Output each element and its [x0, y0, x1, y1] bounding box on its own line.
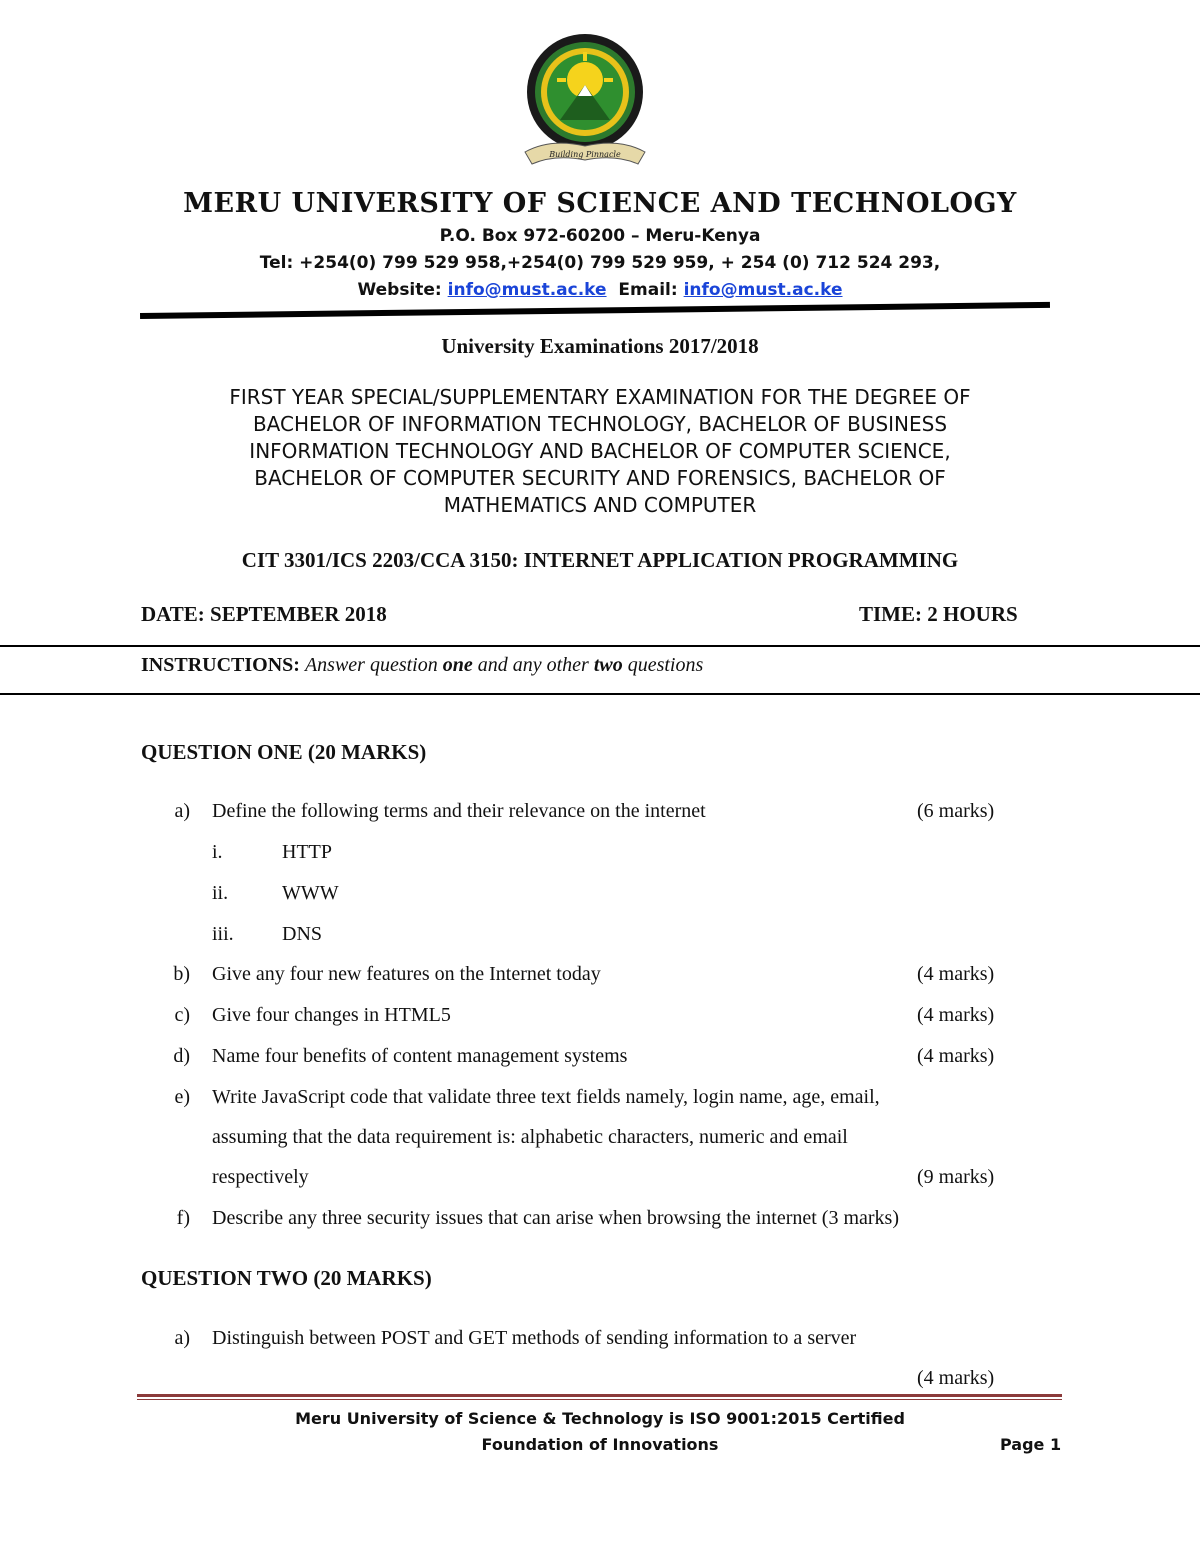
exam-title-line: BACHELOR OF COMPUTER SECURITY AND FORENSICS, BACHELOR OF: [254, 466, 946, 490]
q1e-text-line1: Write JavaScript code that validate three text fields namely, login name, age, email,: [212, 1086, 880, 1108]
q1b-text: Give any four new features on the Internet today: [212, 963, 601, 985]
q1e-marks: (9 marks): [917, 1166, 995, 1188]
q1d-marks: (4 marks): [917, 1045, 995, 1067]
q1c-label: c): [174, 1004, 190, 1026]
instructions-two: two: [593, 654, 623, 676]
university-name: MERU UNIVERSITY OF SCIENCE AND TECHNOLOGY: [183, 188, 1017, 219]
exam-date: DATE: SEPTEMBER 2018: [141, 602, 387, 626]
exam-title-line: BACHELOR OF INFORMATION TECHNOLOGY, BACHELOR OF BUSINESS: [252, 412, 948, 436]
instructions-one: one: [442, 654, 473, 676]
instructions-bottom-rule: [0, 693, 1200, 695]
q2a-label: a): [174, 1327, 190, 1349]
q1e-text-line3: respectively: [212, 1166, 309, 1188]
exam-title-line: INFORMATION TECHNOLOGY AND BACHELOR OF COMPUTER SCIENCE,: [249, 439, 951, 463]
q1f-text: Describe any three security issues that can arise when browsing the internet (3 marks): [212, 1207, 899, 1229]
instructions-label: INSTRUCTIONS:: [141, 654, 300, 676]
footer-motto: Foundation of Innovations: [481, 1435, 719, 1454]
q1f-label: f): [176, 1207, 190, 1229]
instructions: [141, 654, 703, 677]
question-two-heading: QUESTION TWO (20 MARKS): [141, 1266, 432, 1290]
exam-year: University Examinations 2017/2018: [441, 334, 759, 358]
logo-motto: Building Pinnacle: [549, 150, 621, 159]
q1e-label: e): [174, 1086, 190, 1108]
q1a-sub-label: ii.: [212, 882, 229, 904]
q1b-marks: (4 marks): [917, 963, 995, 985]
email-label: Email:: [618, 280, 678, 300]
footer-rule: [137, 1394, 1062, 1397]
university-logo: [520, 30, 650, 180]
q1a-sub-label: iii.: [212, 923, 234, 945]
q2a-text: Distinguish between POST and GET methods of sending information to a server: [212, 1327, 857, 1349]
exam-title: [140, 384, 1060, 519]
q1c-marks: (4 marks): [917, 1004, 995, 1026]
q1d-text: Name four benefits of content management systems: [212, 1045, 628, 1067]
postal-address: P.O. Box 972-60200 – Meru-Kenya: [439, 226, 761, 246]
web-contact: [0, 280, 1200, 300]
instructions-text: questions: [622, 654, 704, 676]
q1a-label: a): [174, 800, 190, 822]
email-link[interactable]: info@must.ac.ke: [683, 280, 843, 300]
instructions-text: Answer question: [304, 654, 443, 676]
exam-title-line: MATHEMATICS AND COMPUTER: [443, 493, 757, 517]
q1e-text-line2: assuming that the data requirement is: alphabetic characters, numeric and email: [212, 1126, 848, 1148]
q1a-sub-text: WWW: [282, 882, 339, 904]
q1b-label: b): [173, 963, 190, 985]
q1c-text: Give four changes in HTML5: [212, 1004, 451, 1026]
q1a-marks: (6 marks): [917, 800, 995, 822]
q1a-sub-text: DNS: [282, 923, 323, 945]
q1d-label: d): [173, 1045, 190, 1067]
q1a-sub-text: HTTP: [282, 841, 332, 863]
instructions-top-rule: [0, 645, 1200, 647]
exam-time: TIME: 2 HOURS: [859, 602, 1018, 626]
telephone: Tel: +254(0) 799 529 958,+254(0) 799 529 959, + 254 (0) 712 524 293,: [259, 253, 941, 273]
footer-rule-thin: [137, 1399, 1062, 1400]
exam-title-line: FIRST YEAR SPECIAL/SUPPLEMENTARY EXAMINATION FOR THE DEGREE OF: [229, 385, 971, 409]
header-divider: [140, 302, 1050, 319]
instructions-text: and any other: [472, 654, 594, 676]
question-one-heading: QUESTION ONE (20 MARKS): [141, 740, 427, 764]
page-number: Page 1: [1000, 1435, 1062, 1454]
footer-certification: Meru University of Science & Technology is ISO 9001:2015 Certified: [295, 1409, 905, 1428]
q2a-marks: (4 marks): [917, 1367, 995, 1389]
course-title: CIT 3301/ICS 2203/CCA 3150: INTERNET APPLICATION PROGRAMMING: [241, 548, 959, 572]
q1a-text: Define the following terms and their relevance on the internet: [212, 800, 706, 822]
q1a-sub-label: i.: [212, 841, 223, 863]
website-link[interactable]: info@must.ac.ke: [447, 280, 607, 300]
website-label: Website:: [357, 280, 442, 300]
